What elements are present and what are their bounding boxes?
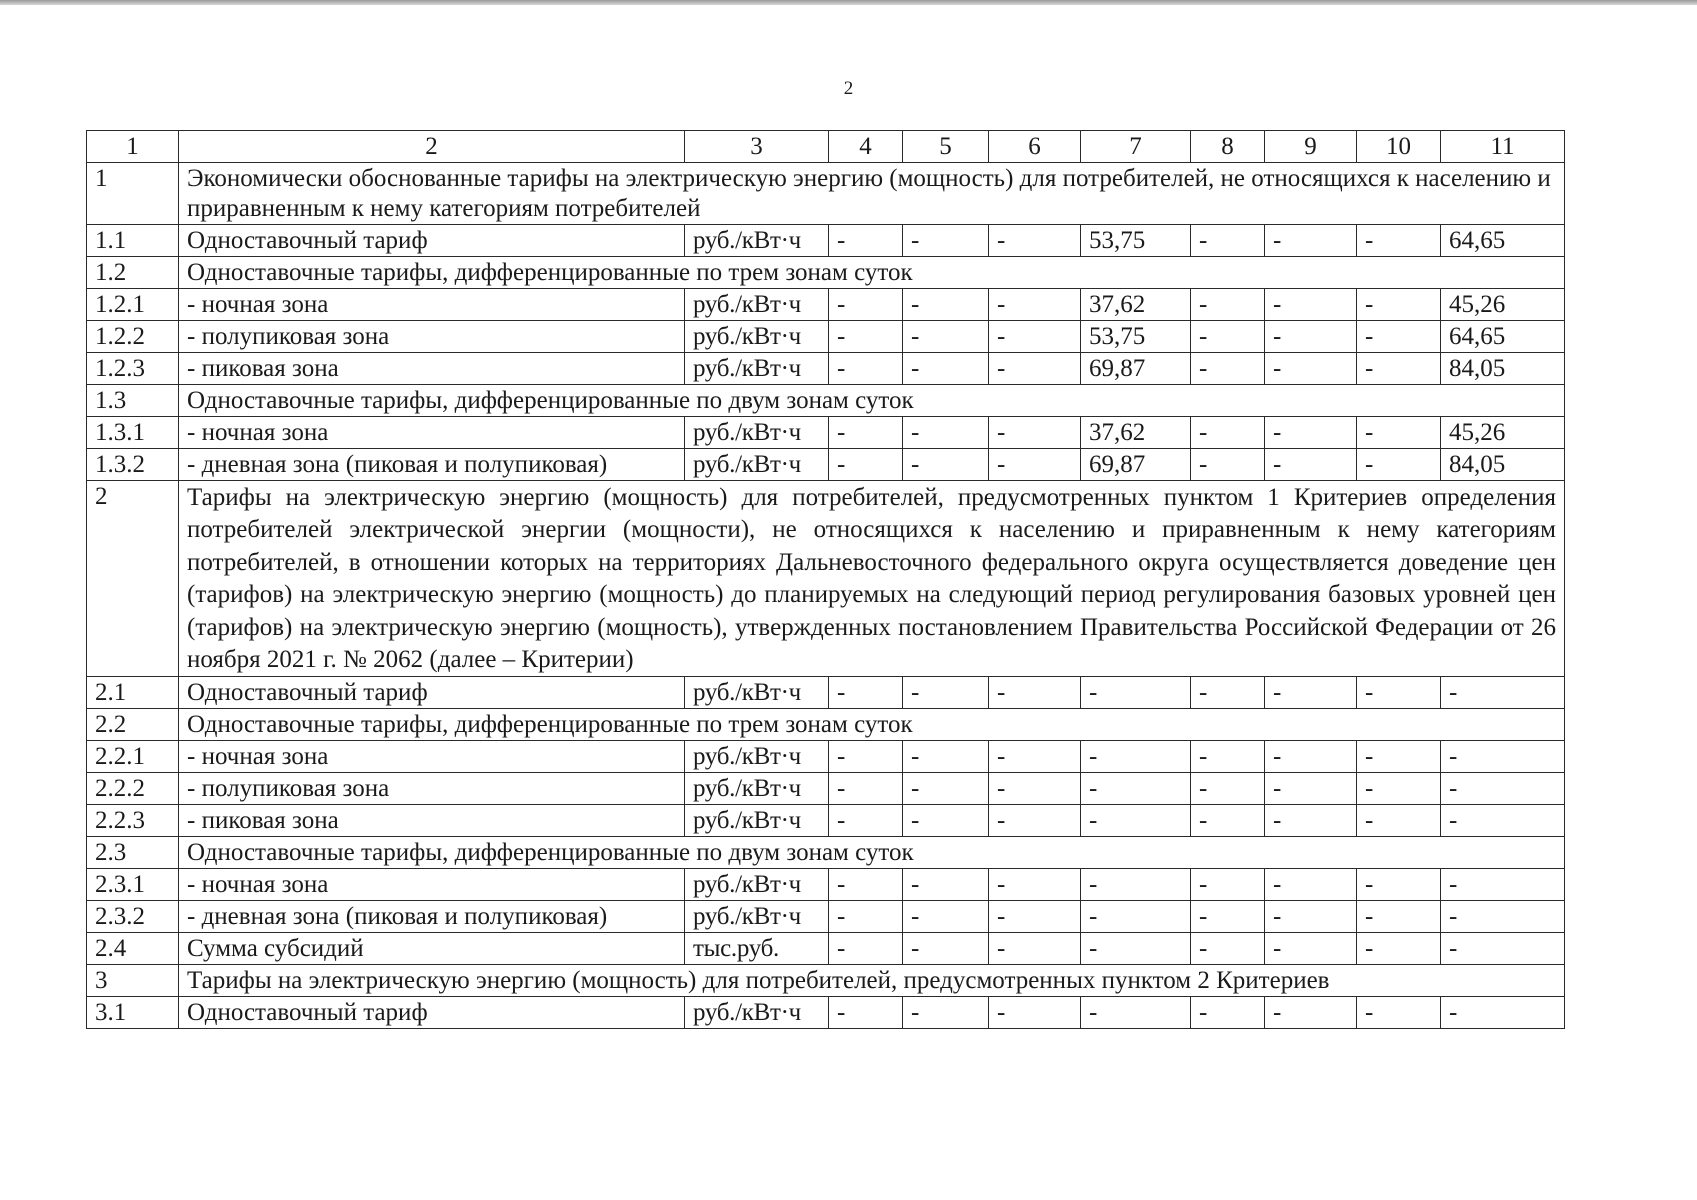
value-cell: - [903, 933, 989, 965]
value-cell: - [1191, 321, 1265, 353]
value-cell: - [903, 449, 989, 481]
value-cell: 37,62 [1081, 289, 1191, 321]
value-cell: - [1081, 773, 1191, 805]
table-row [87, 869, 1565, 901]
header-cell: 11 [1441, 131, 1565, 163]
value-cell: 64,65 [1441, 225, 1565, 257]
value-cell: - [1441, 773, 1565, 805]
value-cell: 64,65 [1441, 321, 1565, 353]
value-cell: - [1441, 997, 1565, 1029]
row-name: - полупиковая зона [179, 321, 685, 353]
value-cell: - [829, 417, 903, 449]
table-row [87, 997, 1565, 1029]
value-cell: - [1357, 225, 1441, 257]
header-cell: 7 [1081, 131, 1191, 163]
row-unit: руб./кВт·ч [685, 741, 829, 773]
section-title: Экономически обоснованные тарифы на электрическую энергию (мощность) для потребителей, не относящихся к населению и приравненным к нему категориям потребителей [179, 163, 1565, 225]
value-cell: - [1081, 997, 1191, 1029]
value-cell: - [1357, 805, 1441, 837]
value-cell: 45,26 [1441, 289, 1565, 321]
value-cell: 37,62 [1081, 417, 1191, 449]
row-number: 1.2.2 [87, 321, 179, 353]
tariff-table [86, 130, 1565, 1029]
value-cell: - [1081, 869, 1191, 901]
value-cell: - [989, 933, 1081, 965]
value-cell: - [1081, 805, 1191, 837]
row-unit: тыс.руб. [685, 933, 829, 965]
value-cell: - [829, 289, 903, 321]
table-row [87, 417, 1565, 449]
value-cell: - [903, 997, 989, 1029]
value-cell: 84,05 [1441, 449, 1565, 481]
value-cell: - [1265, 997, 1357, 1029]
value-cell: - [1441, 869, 1565, 901]
header-cell: 2 [179, 131, 685, 163]
section-row [87, 709, 1565, 741]
header-cell: 5 [903, 131, 989, 163]
value-cell: - [989, 353, 1081, 385]
section-title: Одноставочные тарифы, дифференцированные по двум зонам суток [179, 837, 1565, 869]
value-cell: - [903, 225, 989, 257]
row-number: 1.1 [87, 225, 179, 257]
scan-edge [0, 0, 1697, 5]
value-cell: - [903, 869, 989, 901]
value-cell: - [829, 741, 903, 773]
value-cell: - [1265, 321, 1357, 353]
section-title: Одноставочные тарифы, дифференцированные по трем зонам суток [179, 257, 1565, 289]
table-row [87, 741, 1565, 773]
row-number: 1.3.1 [87, 417, 179, 449]
value-cell: - [903, 805, 989, 837]
value-cell: - [1191, 773, 1265, 805]
value-cell: - [1357, 869, 1441, 901]
value-cell: - [1265, 289, 1357, 321]
value-cell: - [989, 901, 1081, 933]
section-title: Тарифы на электрическую энергию (мощность) для потребителей, предусмотренных пунктом 2 Критериев [179, 965, 1565, 997]
row-name: Одноставочный тариф [179, 677, 685, 709]
row-number: 1.3.2 [87, 449, 179, 481]
value-cell: - [1441, 901, 1565, 933]
row-number: 2.2 [87, 709, 179, 741]
value-cell: - [1265, 933, 1357, 965]
value-cell: - [1191, 741, 1265, 773]
row-number: 2.2.1 [87, 741, 179, 773]
value-cell: - [1191, 677, 1265, 709]
row-number: 2.2.2 [87, 773, 179, 805]
value-cell: - [903, 289, 989, 321]
value-cell: - [829, 997, 903, 1029]
row-number: 2.3.1 [87, 869, 179, 901]
row-unit: руб./кВт·ч [685, 805, 829, 837]
value-cell: - [1191, 933, 1265, 965]
value-cell: - [829, 805, 903, 837]
header-cell: 3 [685, 131, 829, 163]
value-cell: - [1265, 449, 1357, 481]
section-row [87, 163, 1565, 225]
value-cell: 53,75 [1081, 225, 1191, 257]
value-cell: - [989, 805, 1081, 837]
value-cell: - [829, 677, 903, 709]
value-cell: - [1191, 901, 1265, 933]
header-cell: 6 [989, 131, 1081, 163]
value-cell: 69,87 [1081, 353, 1191, 385]
row-name: - ночная зона [179, 741, 685, 773]
value-cell: - [989, 677, 1081, 709]
row-unit: руб./кВт·ч [685, 353, 829, 385]
value-cell: - [989, 449, 1081, 481]
row-name: - дневная зона (пиковая и полупиковая) [179, 901, 685, 933]
row-number: 1.2.3 [87, 353, 179, 385]
row-unit: руб./кВт·ч [685, 997, 829, 1029]
section-title: Одноставочные тарифы, дифференцированные по трем зонам суток [179, 709, 1565, 741]
table-row [87, 225, 1565, 257]
value-cell: - [1265, 225, 1357, 257]
value-cell: - [1441, 933, 1565, 965]
header-row [87, 131, 1565, 163]
value-cell: - [1265, 353, 1357, 385]
value-cell: - [1081, 677, 1191, 709]
section-row [87, 965, 1565, 997]
value-cell: - [829, 353, 903, 385]
value-cell: - [1265, 741, 1357, 773]
row-name: Одноставочный тариф [179, 997, 685, 1029]
section-row [87, 257, 1565, 289]
row-number: 2.1 [87, 677, 179, 709]
row-number: 2.2.3 [87, 805, 179, 837]
value-cell: - [1191, 449, 1265, 481]
value-cell: - [903, 901, 989, 933]
header-cell: 9 [1265, 131, 1357, 163]
row-unit: руб./кВт·ч [685, 289, 829, 321]
header-cell: 1 [87, 131, 179, 163]
value-cell: - [989, 321, 1081, 353]
row-unit: руб./кВт·ч [685, 901, 829, 933]
value-cell: - [1357, 773, 1441, 805]
row-name: - пиковая зона [179, 353, 685, 385]
row-number: 1.2.1 [87, 289, 179, 321]
section-title: Одноставочные тарифы, дифференцированные по двум зонам суток [179, 385, 1565, 417]
section-row [87, 385, 1565, 417]
value-cell: - [1441, 677, 1565, 709]
value-cell: - [1191, 353, 1265, 385]
header-cell: 4 [829, 131, 903, 163]
row-unit: руб./кВт·ч [685, 417, 829, 449]
value-cell: - [1357, 449, 1441, 481]
value-cell: - [1357, 997, 1441, 1029]
value-cell: 45,26 [1441, 417, 1565, 449]
value-cell: - [903, 321, 989, 353]
value-cell: - [1191, 417, 1265, 449]
value-cell: - [829, 901, 903, 933]
value-cell: - [903, 417, 989, 449]
value-cell: - [1191, 997, 1265, 1029]
row-name: - дневная зона (пиковая и полупиковая) [179, 449, 685, 481]
value-cell: 69,87 [1081, 449, 1191, 481]
value-cell: - [1191, 805, 1265, 837]
row-number: 2 [87, 481, 179, 677]
value-cell: - [1357, 417, 1441, 449]
row-number: 3.1 [87, 997, 179, 1029]
value-cell: - [1081, 933, 1191, 965]
row-number: 1.3 [87, 385, 179, 417]
value-cell: - [989, 417, 1081, 449]
value-cell: - [1191, 225, 1265, 257]
value-cell: - [903, 741, 989, 773]
row-unit: руб./кВт·ч [685, 449, 829, 481]
value-cell: - [903, 353, 989, 385]
table-row [87, 805, 1565, 837]
value-cell: - [1265, 869, 1357, 901]
value-cell: - [989, 289, 1081, 321]
value-cell: - [1191, 869, 1265, 901]
row-name: - пиковая зона [179, 805, 685, 837]
row-unit: руб./кВт·ч [685, 677, 829, 709]
value-cell: - [1265, 677, 1357, 709]
table-row [87, 289, 1565, 321]
row-name: - ночная зона [179, 417, 685, 449]
table-row [87, 449, 1565, 481]
value-cell: - [1265, 773, 1357, 805]
value-cell: - [1081, 741, 1191, 773]
value-cell: - [989, 997, 1081, 1029]
header-cell: 10 [1357, 131, 1441, 163]
value-cell: - [989, 773, 1081, 805]
value-cell: - [1441, 741, 1565, 773]
section-row [87, 837, 1565, 869]
value-cell: - [989, 741, 1081, 773]
table-row [87, 353, 1565, 385]
table-row [87, 773, 1565, 805]
row-name: - ночная зона [179, 869, 685, 901]
row-number: 2.3.2 [87, 901, 179, 933]
row-unit: руб./кВт·ч [685, 773, 829, 805]
value-cell: - [989, 869, 1081, 901]
section-row [87, 481, 1565, 677]
value-cell: - [903, 773, 989, 805]
value-cell: - [1357, 741, 1441, 773]
value-cell: - [1357, 353, 1441, 385]
table-row [87, 933, 1565, 965]
row-number: 2.3 [87, 837, 179, 869]
page-number: 2 [843, 78, 854, 99]
value-cell: - [989, 225, 1081, 257]
table-row [87, 321, 1565, 353]
value-cell: - [1441, 805, 1565, 837]
row-number: 1 [87, 163, 179, 225]
value-cell: - [1191, 289, 1265, 321]
row-name: Сумма субсидий [179, 933, 685, 965]
section-title: Тарифы на электрическую энергию (мощность) для потребителей, предусмотренных пунктом 1 Критериев определения потребителей электрической энергии (мощности), не относящихся к населению и приравненным к нему категориям потребителей, в отношении которых на территориях Дальневосточного федерального округа осуществляется доведение цен (тарифов) на электрическую энергию (мощность) до планируемых на следующий период регулирования базовых уровней цен (тарифов) на электрическую энергию (мощность), утвержденных постановлением Правительства Российской Федерации от 26 ноября 2021 г. № 2062 (далее – Критерии) [179, 481, 1565, 677]
value-cell: 53,75 [1081, 321, 1191, 353]
row-number: 3 [87, 965, 179, 997]
value-cell: - [829, 869, 903, 901]
value-cell: - [829, 933, 903, 965]
value-cell: - [1265, 805, 1357, 837]
table-row [87, 901, 1565, 933]
value-cell: - [829, 321, 903, 353]
row-unit: руб./кВт·ч [685, 321, 829, 353]
value-cell: - [1265, 417, 1357, 449]
table-row [87, 677, 1565, 709]
value-cell: - [829, 449, 903, 481]
value-cell: - [829, 773, 903, 805]
row-unit: руб./кВт·ч [685, 869, 829, 901]
value-cell: - [829, 225, 903, 257]
row-number: 1.2 [87, 257, 179, 289]
value-cell: - [903, 677, 989, 709]
value-cell: 84,05 [1441, 353, 1565, 385]
row-unit: руб./кВт·ч [685, 225, 829, 257]
row-number: 2.4 [87, 933, 179, 965]
value-cell: - [1357, 321, 1441, 353]
row-name: - ночная зона [179, 289, 685, 321]
value-cell: - [1357, 289, 1441, 321]
value-cell: - [1357, 901, 1441, 933]
value-cell: - [1265, 901, 1357, 933]
value-cell: - [1081, 901, 1191, 933]
value-cell: - [1357, 677, 1441, 709]
header-cell: 8 [1191, 131, 1265, 163]
row-name: - полупиковая зона [179, 773, 685, 805]
value-cell: - [1357, 933, 1441, 965]
row-name: Одноставочный тариф [179, 225, 685, 257]
